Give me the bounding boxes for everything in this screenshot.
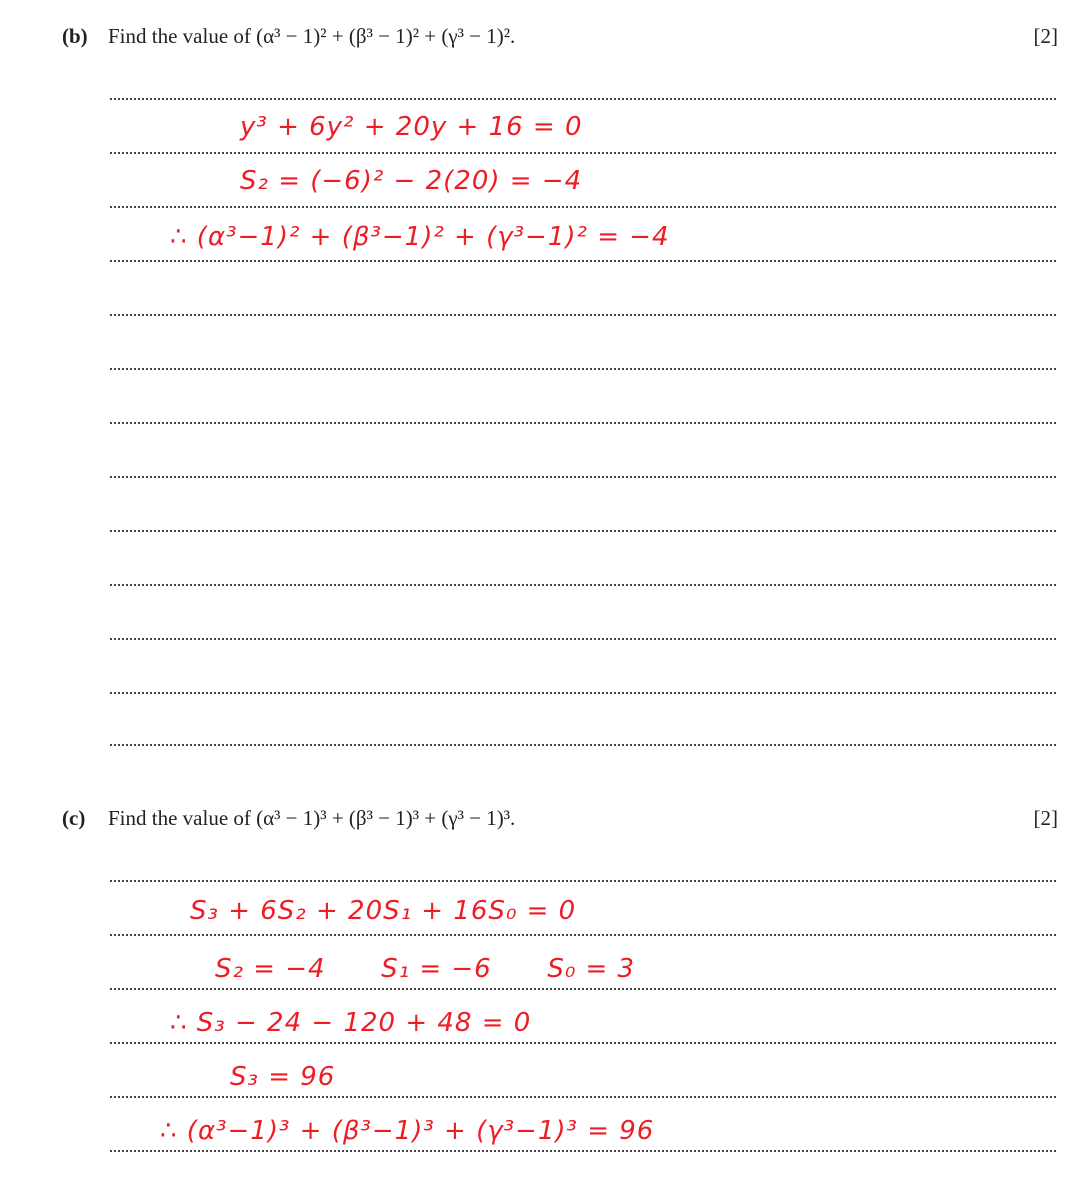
- answer-line: [110, 880, 1056, 882]
- handwritten-answer-b-line-1: y³ + 6y² + 20y + 16 = 0: [240, 112, 583, 142]
- question-c-prompt: Find the value of: [108, 806, 251, 830]
- question-b-marks: [2]: [1033, 24, 1058, 48]
- question-c-expression: (α³ − 1)³ + (β³ − 1)³ + (γ³ − 1)³.: [256, 806, 516, 830]
- answer-line: [110, 260, 1056, 262]
- answer-line: [110, 368, 1056, 370]
- answer-line: [110, 1096, 1056, 1098]
- question-b: [0, 18, 1080, 58]
- answer-line: [110, 744, 1056, 746]
- question-c-label: (c): [62, 806, 86, 830]
- answer-line: [110, 988, 1056, 990]
- question-c-marks: [2]: [1033, 806, 1058, 830]
- question-c-text: [108, 806, 515, 831]
- answer-line: [110, 1150, 1056, 1152]
- answer-line: [110, 934, 1056, 936]
- handwritten-answer-b-line-3: ∴ (α³−1)² + (β³−1)² + (γ³−1)² = −4: [170, 222, 670, 252]
- question-b-label: (b): [62, 24, 88, 48]
- handwritten-answer-c-line-5: ∴ (α³−1)³ + (β³−1)³ + (γ³−1)³ = 96: [160, 1116, 655, 1146]
- question-b-expression: (α³ − 1)² + (β³ − 1)² + (γ³ − 1)².: [256, 24, 516, 48]
- answer-line: [110, 584, 1056, 586]
- handwritten-answer-c-line-3: ∴ S₃ − 24 − 120 + 48 = 0: [170, 1008, 532, 1038]
- handwritten-answer-c-line-1: S₃ + 6S₂ + 20S₁ + 16S₀ = 0: [190, 896, 577, 926]
- answer-line: [110, 476, 1056, 478]
- answer-line: [110, 530, 1056, 532]
- handwritten-answer-c-line-2: S₂ = −4 S₁ = −6 S₀ = 3: [215, 954, 636, 984]
- answer-line: [110, 206, 1056, 208]
- answer-line: [110, 1042, 1056, 1044]
- answer-line: [110, 314, 1056, 316]
- handwritten-answer-c-line-4: S₃ = 96: [230, 1062, 336, 1092]
- question-b-text: [108, 24, 515, 49]
- answer-line: [110, 422, 1056, 424]
- question-b-prompt: Find the value of: [108, 24, 251, 48]
- answer-line: [110, 98, 1056, 100]
- answer-line: [110, 692, 1056, 694]
- answer-line: [110, 638, 1056, 640]
- handwritten-answer-b-line-2: S₂ = (−6)² − 2(20) = −4: [240, 166, 583, 196]
- answer-line: [110, 152, 1056, 154]
- question-c: [0, 800, 1080, 840]
